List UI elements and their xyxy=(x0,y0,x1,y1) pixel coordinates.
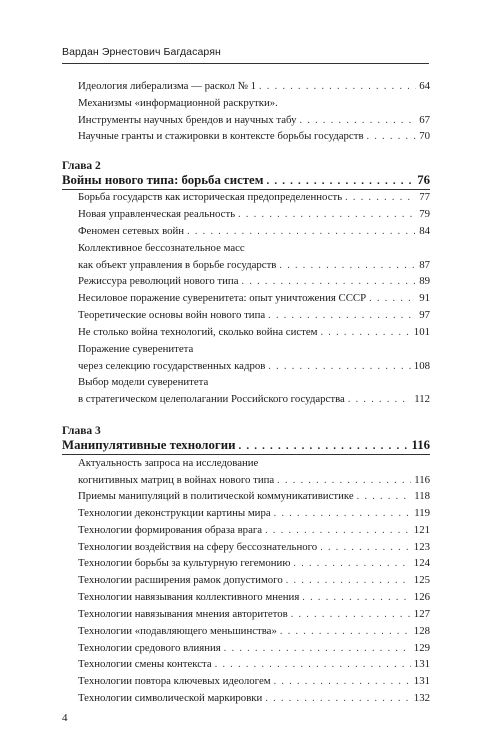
toc-entry-title: Не столько война технологий, сколько война систем xyxy=(78,326,318,338)
toc-entry[interactable] xyxy=(78,130,430,143)
toc-page-number: 121 xyxy=(413,524,430,536)
toc-entry-title: Научные гранты и стажировки в контексте борьбы государств xyxy=(78,130,364,142)
toc-page-number: 76 xyxy=(417,173,430,187)
toc-page-number: 123 xyxy=(413,541,430,553)
toc-entry-title: Новая управленческая реальность xyxy=(78,208,236,220)
dot-leader xyxy=(345,191,416,204)
toc-entry[interactable] xyxy=(78,191,430,204)
toc-page-number: 131 xyxy=(413,675,430,687)
toc-entry[interactable] xyxy=(78,608,430,621)
toc-entry[interactable] xyxy=(78,658,430,671)
toc-page-number: 124 xyxy=(413,557,430,569)
dot-leader xyxy=(224,642,411,655)
dot-leader xyxy=(242,275,417,288)
toc-entry[interactable] xyxy=(78,80,430,93)
dot-leader xyxy=(280,625,411,638)
toc-entry-title: Технологии «подавляющего меньшинства» xyxy=(78,625,277,637)
toc-entry[interactable] xyxy=(78,360,430,373)
toc-entry-first-line: Поражение суверенитета xyxy=(78,343,194,355)
toc-page-number: 112 xyxy=(414,393,430,405)
running-header: Вардан Эрнестович Багдасарян xyxy=(62,46,221,58)
toc-entry-title: через селекцию государственных кадров xyxy=(78,360,266,372)
toc-entry-title: Режиссура революций нового типа xyxy=(78,275,239,287)
section-rule xyxy=(62,189,430,190)
section-rule xyxy=(62,454,430,455)
toc-entry-title: Несиловое поражение суверенитета: опыт уничтожения СССР xyxy=(78,292,367,304)
toc-page-number: 132 xyxy=(413,692,430,704)
toc-entry-first-line: Актуальность запроса на исследование xyxy=(78,457,259,469)
toc-entry-title: Технологии средового влияния xyxy=(78,642,221,654)
toc-page-number: 79 xyxy=(419,208,430,220)
toc-entry[interactable] xyxy=(78,474,430,487)
dot-leader xyxy=(367,130,417,143)
dot-leader xyxy=(293,557,410,570)
dot-leader xyxy=(321,326,411,339)
dot-leader xyxy=(300,114,417,127)
toc-page-number: 84 xyxy=(419,225,430,237)
dot-leader xyxy=(259,80,416,93)
toc-page-number: 89 xyxy=(419,275,430,287)
toc-page-number: 91 xyxy=(419,292,430,304)
toc-page-number: 129 xyxy=(413,642,430,654)
toc-page-number: 127 xyxy=(413,608,430,620)
dot-leader xyxy=(320,541,411,554)
toc-page-number: 67 xyxy=(419,114,430,126)
dot-leader xyxy=(274,507,412,520)
toc-entry[interactable] xyxy=(78,591,430,604)
dot-leader xyxy=(265,692,410,705)
toc-entry-title: когнитивных матриц в войнах нового типа xyxy=(78,474,275,486)
toc-entry[interactable] xyxy=(78,275,430,288)
toc-entry-title: Технологии воздействия на сферу бессознательного xyxy=(78,541,318,553)
dot-leader xyxy=(274,675,411,688)
toc-page-number: 101 xyxy=(413,326,430,338)
dot-leader xyxy=(302,591,411,604)
toc-entry[interactable] xyxy=(78,326,430,339)
toc-page-number: 131 xyxy=(413,658,430,670)
toc-page-number: 128 xyxy=(413,625,430,637)
toc-entry[interactable] xyxy=(78,292,430,305)
toc-page-number: 126 xyxy=(413,591,430,603)
toc-entry-title: Войны нового типа: борьба систем xyxy=(62,173,264,187)
toc-entry[interactable] xyxy=(78,524,430,537)
toc-entry-title: в стратегическом целеполагании Российского государства xyxy=(78,393,345,405)
toc-entry-title: Технологии расширения рамок допустимого xyxy=(78,574,283,586)
toc-entry-title: Идеология либерализма — раскол № 1 xyxy=(78,80,257,92)
dot-leader xyxy=(279,259,416,272)
toc-entry-title: Технологии символической маркировки xyxy=(78,692,263,704)
toc-entry-first-line: Выбор модели суверенитета xyxy=(78,376,209,388)
toc-entry-title: Технологии навязывания мнения авторитетов xyxy=(78,608,288,620)
toc-entry-title: Технологии формирования образа врага xyxy=(78,524,263,536)
toc-entry-title: Теоретические основы войн нового типа xyxy=(78,309,266,321)
toc-entry[interactable] xyxy=(78,574,430,587)
dot-leader xyxy=(286,574,411,587)
dot-leader xyxy=(277,474,411,487)
toc-entry[interactable] xyxy=(78,490,430,503)
toc-entry-text: Механизмы «информационной раскрутки». xyxy=(78,97,278,109)
header-rule xyxy=(62,63,429,64)
toc-entry[interactable] xyxy=(78,225,430,238)
toc-page-number: 125 xyxy=(413,574,430,586)
toc-page-number: 97 xyxy=(419,309,430,321)
toc-page-number: 77 xyxy=(419,191,430,203)
toc-entry-title: Приемы манипуляций в политической коммуникативистике xyxy=(78,490,354,502)
toc-entry[interactable] xyxy=(78,675,430,688)
dot-leader xyxy=(268,360,410,373)
toc-entry-title: Борьба государств как историческая предопределенность xyxy=(78,191,343,203)
toc-entry-title: Феномен сетевых войн xyxy=(78,225,185,237)
chapter-label: Глава 3 xyxy=(62,425,101,437)
dot-leader xyxy=(238,439,408,454)
toc-entry-title: как объект управления в борьбе государств xyxy=(78,259,277,271)
dot-leader xyxy=(266,174,414,189)
toc-entry-title: Технологии деконструкции картины мира xyxy=(78,507,271,519)
toc-entry[interactable] xyxy=(78,309,430,322)
dot-leader xyxy=(369,292,416,305)
dot-leader xyxy=(238,208,416,221)
toc-page-number: 108 xyxy=(413,360,430,372)
toc-page-number: 87 xyxy=(419,259,430,271)
toc-page-number: 64 xyxy=(419,80,430,92)
toc-entry[interactable] xyxy=(78,259,430,272)
toc-entry[interactable] xyxy=(78,393,430,406)
chapter-label: Глава 2 xyxy=(62,160,101,172)
toc-page-number: 70 xyxy=(419,130,430,142)
toc-entry[interactable] xyxy=(78,114,430,127)
toc-entry-title: Технологии смены контекста xyxy=(78,658,212,670)
dot-leader xyxy=(291,608,411,621)
toc-section-row[interactable] xyxy=(62,438,430,454)
dot-leader xyxy=(187,225,416,238)
dot-leader xyxy=(265,524,411,537)
toc-page-number: 116 xyxy=(414,474,430,486)
toc-entry[interactable] xyxy=(78,507,430,520)
toc-page-number: 116 xyxy=(411,438,430,452)
toc-entry[interactable] xyxy=(78,642,430,655)
toc-page-number: 118 xyxy=(414,490,430,502)
toc-entry-first-line: Коллективное бессознательное масс xyxy=(78,242,245,254)
toc-entry-title: Инструменты научных брендов и научных табу xyxy=(78,114,297,126)
toc-entry-title: Манипулятивные технологии xyxy=(62,438,236,452)
toc-entry-title: Технологии борьбы за культурную гегемонию xyxy=(78,557,291,569)
dot-leader xyxy=(357,490,412,503)
dot-leader xyxy=(268,309,416,322)
toc-entry[interactable] xyxy=(78,208,430,221)
toc-section-row[interactable] xyxy=(62,173,430,189)
toc-entry-title: Технологии повтора ключевых идеологем xyxy=(78,675,271,687)
toc-entry[interactable] xyxy=(78,557,430,570)
dot-leader xyxy=(348,393,411,406)
toc-entry[interactable] xyxy=(78,692,430,705)
toc-entry[interactable] xyxy=(78,625,430,638)
toc-entry[interactable] xyxy=(78,541,430,554)
page-number: 4 xyxy=(62,712,68,724)
dot-leader xyxy=(215,658,411,671)
toc-page-number: 119 xyxy=(414,507,430,519)
toc-entry-title: Технологии навязывания коллективного мнения xyxy=(78,591,300,603)
